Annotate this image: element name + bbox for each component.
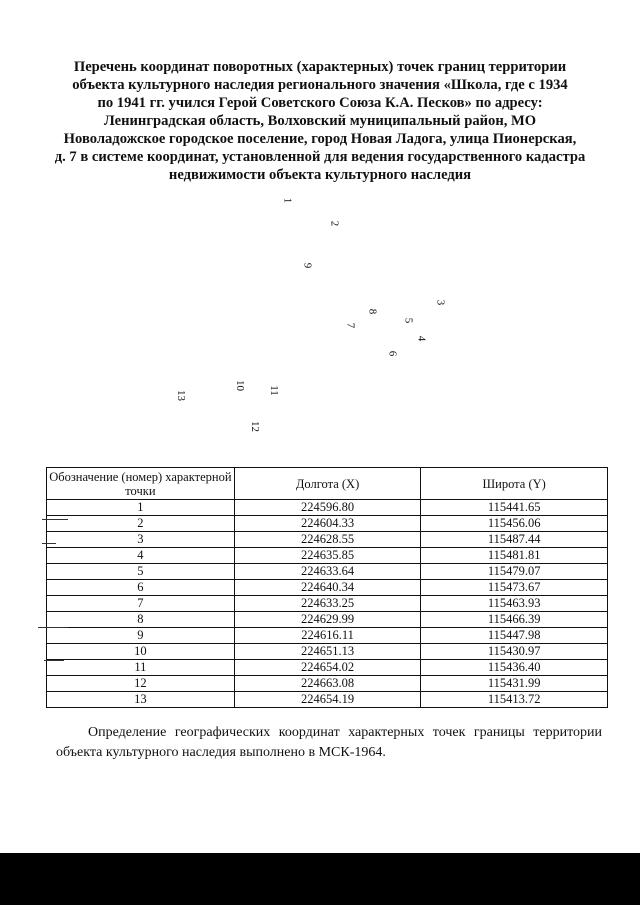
scan-artifact [42, 543, 56, 544]
point-label-5: 5 [402, 317, 415, 324]
header-point-number: Обозначение (номер) характерной точки [47, 468, 235, 500]
table-row [47, 692, 608, 708]
header-longitude: Долгота (X) [234, 468, 421, 500]
cell-latitude: 115487.44 [421, 532, 608, 548]
cell-point-number: 9 [47, 628, 235, 644]
table-row [47, 644, 608, 660]
cell-longitude: 224640.34 [234, 580, 421, 596]
cell-longitude: 224654.02 [234, 660, 421, 676]
point-label-13: 13 [175, 390, 187, 401]
point-label-8: 8 [366, 308, 379, 315]
table-row [47, 612, 608, 628]
cell-latitude: 115430.97 [421, 644, 608, 660]
cell-longitude: 224663.08 [234, 676, 421, 692]
table-row [47, 500, 608, 516]
cell-point-number: 6 [47, 580, 235, 596]
cell-longitude: 224616.11 [234, 628, 421, 644]
title-line: недвижимости объекта культурного наследия [168, 167, 472, 183]
scan-bottom-band [0, 853, 640, 905]
cell-latitude: 115481.81 [421, 548, 608, 564]
point-label-10: 10 [234, 380, 246, 391]
title-line: Перечень координат поворотных (характерных) точек границ территории [73, 59, 567, 75]
table-row [47, 676, 608, 692]
scan-artifact [38, 627, 68, 628]
point-label-1: 1 [281, 197, 294, 204]
cell-point-number: 2 [47, 516, 235, 532]
cell-point-number: 4 [47, 548, 235, 564]
cell-point-number: 1 [47, 500, 235, 516]
cell-point-number: 12 [47, 676, 235, 692]
cell-latitude: 115436.40 [421, 660, 608, 676]
point-label-7: 7 [344, 322, 357, 329]
table-row [47, 532, 608, 548]
boundary-points-scheme [0, 185, 640, 445]
table-row [47, 628, 608, 644]
point-label-4: 4 [415, 335, 428, 342]
cell-longitude: 224633.25 [234, 596, 421, 612]
cell-latitude: 115413.72 [421, 692, 608, 708]
cell-latitude: 115456.06 [421, 516, 608, 532]
cell-point-number: 8 [47, 612, 235, 628]
scan-artifact [44, 660, 64, 661]
cell-point-number: 5 [47, 564, 235, 580]
cell-longitude: 224629.99 [234, 612, 421, 628]
cell-longitude: 224633.64 [234, 564, 421, 580]
cell-longitude: 224604.33 [234, 516, 421, 532]
cell-point-number: 3 [47, 532, 235, 548]
table-row [47, 596, 608, 612]
header-latitude: Широта (Y) [421, 468, 608, 500]
title-line: объекта культурного наследия регионального значения «Школа, где с 1934 [72, 77, 568, 93]
document-title [40, 58, 600, 184]
point-label-3: 3 [434, 299, 447, 306]
cell-latitude: 115463.93 [421, 596, 608, 612]
cell-longitude: 224628.55 [234, 532, 421, 548]
cell-point-number: 13 [47, 692, 235, 708]
title-line: д. 7 в системе координат, установленной для ведения государственного кадастра [54, 149, 586, 165]
scan-artifact [42, 519, 68, 520]
cell-longitude: 224596.80 [234, 500, 421, 516]
coordinates-table [46, 467, 608, 708]
title-line: по 1941 гг. учился Герой Советского Союза К.А. Песков» по адресу: [97, 95, 543, 111]
cell-latitude: 115447.98 [421, 628, 608, 644]
cell-point-number: 10 [47, 644, 235, 660]
cell-latitude: 115466.39 [421, 612, 608, 628]
cell-longitude: 224654.19 [234, 692, 421, 708]
point-label-12: 12 [249, 421, 261, 432]
cell-latitude: 115473.67 [421, 580, 608, 596]
title-line: Ленинградская область, Волховский муниципальный район, МО [103, 113, 537, 129]
cell-point-number: 7 [47, 596, 235, 612]
cell-longitude: 224635.85 [234, 548, 421, 564]
table-row [47, 580, 608, 596]
cell-latitude: 115441.65 [421, 500, 608, 516]
title-line: Новоладожское городское поселение, город Новая Ладога, улица Пионерская, [63, 131, 577, 147]
cell-point-number: 11 [47, 660, 235, 676]
table-row [47, 564, 608, 580]
point-label-9: 9 [301, 262, 314, 269]
table-row [47, 548, 608, 564]
table-row [47, 660, 608, 676]
point-label-6: 6 [386, 350, 399, 357]
table-header-row [47, 468, 608, 500]
table-row [47, 516, 608, 532]
point-label-11: 11 [267, 385, 280, 396]
methodology-note: Определение географических координат характерных точек границы территории объекта культурного наследия выполнено в МСК-1964. [56, 725, 602, 760]
cell-longitude: 224651.13 [234, 644, 421, 660]
point-label-2: 2 [328, 220, 341, 227]
cell-latitude: 115479.07 [421, 564, 608, 580]
cell-latitude: 115431.99 [421, 676, 608, 692]
